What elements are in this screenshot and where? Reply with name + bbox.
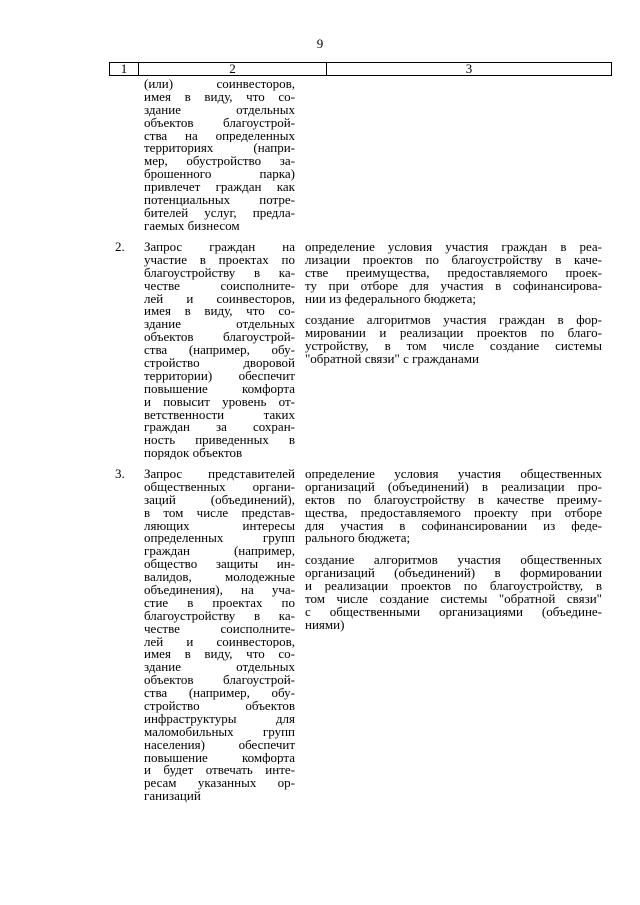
request-cell [144, 468, 295, 803]
request-line: гаемых бизнесом [144, 217, 240, 233]
header-cell-2: 2 [139, 63, 327, 76]
measure-line: нии из федерального бюджета; [305, 290, 476, 306]
request-line: инфраструктуры для [144, 712, 295, 726]
request-line: стройство дворовой [144, 357, 295, 370]
request-line: территории) обеспечит [144, 369, 295, 383]
request-line: Запрос граждан на [144, 241, 295, 254]
measure-line: создание алгоритмов участия общественных [305, 554, 602, 568]
request-line: Запрос представителей [144, 468, 295, 481]
request-line: бителей услуг, предла- [144, 206, 295, 220]
measure-line: ниями) [305, 616, 345, 632]
measure-line: организаций (объединений) в формировании [305, 567, 602, 581]
request-line: территориях (напри- [144, 142, 295, 156]
measure-line: создание алгоритмов участия граждан в фор- [305, 314, 602, 328]
measure-line: том числе создание системы "обратной связи" [305, 593, 602, 606]
request-line: заций (объединений), [144, 493, 295, 507]
measure-line: определение условия участия общественных [305, 468, 602, 481]
request-line: привлечет граждан как [144, 181, 295, 195]
request-line: маломобильных групп [144, 725, 295, 739]
request-line: повышение комфорта [144, 382, 295, 396]
request-line: лей и соинвесторов, [144, 292, 295, 306]
request-line: стие в проектах по [144, 596, 295, 610]
row-number: 3. [115, 466, 125, 481]
measures-cell [305, 468, 602, 632]
request-line: имея в виду, что со- [144, 305, 295, 319]
request-line: общество защиты ин- [144, 558, 295, 572]
measure-line: и реализации проектов по благоустройству, в [305, 580, 602, 594]
request-line: здание отдельных [144, 103, 295, 117]
request-line: честве соисполните- [144, 622, 295, 636]
measure-line: с общественными организациями (объедине- [305, 605, 602, 619]
request-line: объектов благоустрой- [144, 674, 295, 688]
request-line: ляющих интересы [144, 519, 295, 533]
request-line: в том числе представ- [144, 506, 295, 520]
request-line: ганизаций [144, 788, 201, 804]
request-line: благоустройству в ка- [144, 266, 295, 280]
page-number: 9 [316, 36, 324, 51]
request-line: ность приведенных в [144, 434, 295, 448]
request-line: участие в проектах по [144, 253, 295, 267]
measure-line: щества, предоставляемого проекту при отборе [305, 506, 602, 520]
request-line: ресам указанных ор- [144, 777, 295, 791]
request-line: лей и соинвесторов, [144, 635, 295, 649]
request-line: и будет отвечать инте- [144, 764, 295, 778]
measure-line: рального бюджета; [305, 530, 411, 546]
request-line: граждан (например, [144, 545, 295, 559]
request-cell [144, 78, 295, 233]
measure-line: "обратной связи" с гражданами [305, 351, 479, 367]
measure-paragraph [305, 468, 602, 545]
request-line: граждан за сохран- [144, 421, 295, 435]
request-line: (или) соинвесторов, [144, 78, 295, 91]
header-cell-1: 1 [110, 63, 139, 76]
measures-cell [305, 241, 602, 366]
request-line: ства (например, обу- [144, 687, 295, 701]
measure-paragraph [305, 314, 602, 366]
measure-line: для участия в софинансировании из феде- [305, 519, 602, 533]
request-cell [144, 241, 295, 460]
request-line: и повысит уровень от- [144, 395, 295, 409]
measure-line: ту при отборе для участия в софинансирова- [305, 279, 602, 293]
measure-line: лизации проектов по благоустройству в каче- [305, 253, 602, 267]
header-cell-3: 3 [327, 63, 612, 76]
request-line: ветственности таких [144, 408, 295, 422]
request-line: объектов благоустрой- [144, 331, 295, 345]
request-line: здание отдельных [144, 661, 295, 675]
measure-line: определение условия участия граждан в реа- [305, 241, 602, 254]
measure-line: стве преимущества, предоставляемого проек- [305, 266, 602, 280]
measure-line: устройству, в том числе создание системы [305, 340, 602, 354]
measure-paragraph [305, 241, 602, 305]
request-line: объединения), на уча- [144, 584, 295, 597]
request-line: общественных органи- [144, 480, 295, 494]
request-line: здание отдельных [144, 318, 295, 332]
measure-line: организаций (объединений) в реализации про- [305, 480, 602, 494]
measure-line: ектов по благоустройству в качестве преиму- [305, 493, 602, 507]
request-line: порядок объектов [144, 445, 243, 461]
request-line: имея в виду, что со- [144, 648, 295, 662]
request-line: брошенного парка) [144, 168, 295, 182]
request-line: валидов, молодежные [144, 571, 295, 585]
request-line: имея в виду, что со- [144, 90, 295, 104]
request-line: повышение комфорта [144, 751, 295, 765]
request-line: благоустройству в ка- [144, 609, 295, 623]
table-header [109, 62, 612, 76]
request-line: объектов благоустрой- [144, 116, 295, 130]
measure-paragraph [305, 554, 602, 631]
request-line: стройство объектов [144, 700, 295, 713]
request-line: мер, обустройство за- [144, 155, 295, 169]
row-number: 2. [115, 239, 125, 254]
request-line: честве соисполните- [144, 279, 295, 293]
request-line: ства на определенных [144, 129, 295, 143]
request-line: потенциальных потре- [144, 194, 295, 207]
measure-line: мировании и реализации проектов по благо- [305, 327, 602, 341]
request-line: определенных групп [144, 532, 295, 546]
request-line: ства (например, обу- [144, 344, 295, 358]
request-line: населения) обеспечит [144, 738, 295, 752]
